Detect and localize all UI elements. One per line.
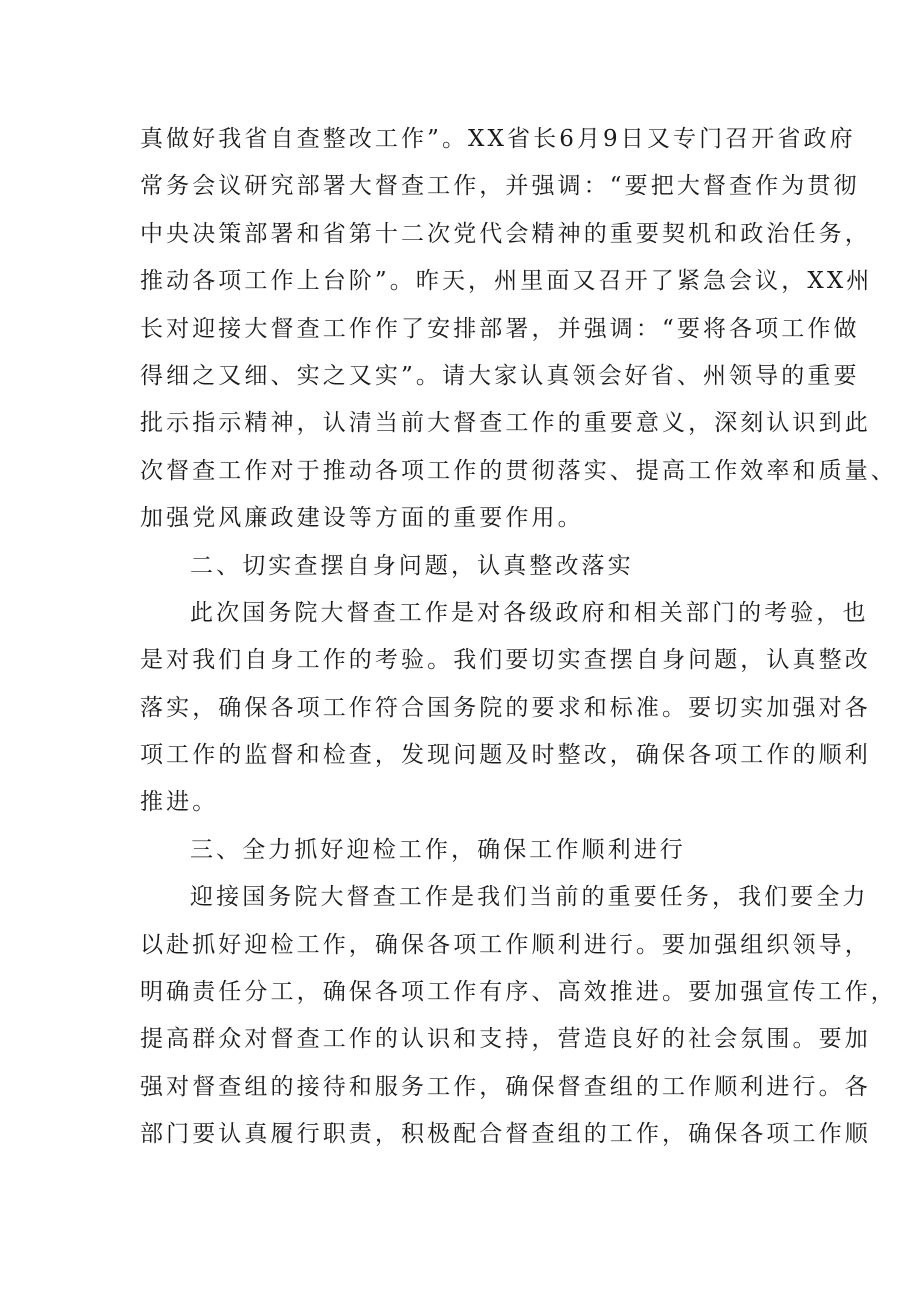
- paragraph-line: 迎接国务院大督查工作是我们当前的重要任务，我们要全力: [190, 884, 869, 911]
- paragraph-line: 部门要认真履行职责，积极配合督查组的工作，确保各项工作顺: [140, 1121, 871, 1148]
- paragraph-line: 推动各项工作上台阶”。昨天，州里面又召开了紧急会议，XX州: [140, 268, 873, 295]
- paragraph-line: 以赴抓好迎检工作，确保各项工作顺利进行。要加强组织领导，: [140, 931, 871, 958]
- document-body: [140, 116, 897, 1159]
- paragraph-line: 推进。: [140, 789, 219, 816]
- paragraph-line: 项工作的监督和检查，发现问题及时整改，确保各项工作的顺利: [140, 742, 871, 769]
- section-heading-2: 二、切实查摆自身问题，认真整改落实: [190, 552, 634, 579]
- paragraph-line: 是对我们自身工作的考验。我们要切实查摆自身问题，认真整改: [140, 647, 871, 674]
- paragraph-line: 中央决策部署和省第十二次党代会精神的重要契机和政治任务，: [140, 220, 871, 247]
- paragraph-line: 强对督查组的接待和服务工作，确保督查组的工作顺利进行。各: [140, 1073, 871, 1100]
- paragraph-line: 批示指示精神，认清当前大督查工作的重要意义，深刻认识到此: [140, 410, 871, 437]
- paragraph-line: 提高群众对督查工作的认识和支持，营造良好的社会氛围。要加: [140, 1026, 871, 1053]
- paragraph-line: 常务会议研究部署大督查工作，并强调：“要把大督查作为贯彻: [140, 173, 860, 200]
- paragraph-line: 落实，确保各项工作符合国务院的要求和标准。要切实加强对各: [140, 694, 871, 721]
- paragraph-line: 得细之又细、实之又实”。请大家认真领会好省、州领导的重要: [140, 362, 860, 389]
- paragraph-line: 长对迎接大督查工作作了安排部署，并强调：“要将各项工作做: [140, 315, 860, 342]
- section-heading-3: 三、全力抓好迎检工作，确保工作顺利进行: [190, 836, 686, 863]
- paragraph-line: 次督查工作对于推动各项工作的贯彻落实、提高工作效率和质量、: [140, 457, 897, 484]
- paragraph-line: 明确责任分工，确保各项工作有序、高效推进。要加强宣传工作，: [140, 979, 897, 1006]
- paragraph-line: 此次国务院大督查工作是对各级政府和相关部门的考验，也: [190, 599, 869, 626]
- paragraph-line: 真做好我省自查整改工作”。XX省长6月9日又专门召开省政府: [140, 126, 856, 152]
- paragraph-line: 加强党风廉政建设等方面的重要作用。: [140, 505, 584, 532]
